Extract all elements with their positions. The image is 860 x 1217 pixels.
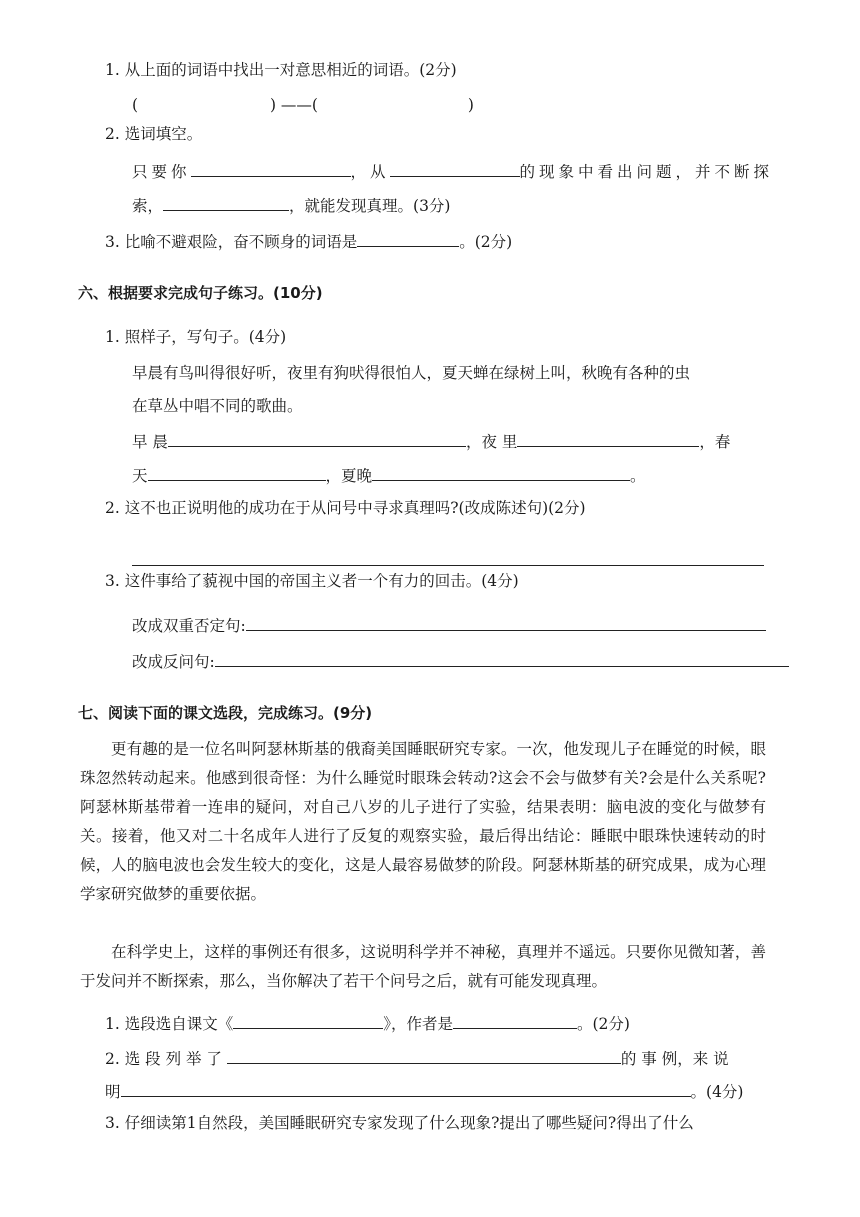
question-5-2: 2. 选词填空。 [105,125,203,143]
question-6-3: 3. 这件事给了藐视中国的帝国主义者一个有力的回击。(4分) [105,572,519,590]
question-7-2-cont [105,1078,743,1103]
text: 3. 比喻不避艰险，奋不顾身的词语是 [105,233,358,251]
text: 2. 选 段 列 举 了 [105,1050,222,1068]
fill-line-6-3a [132,612,766,637]
question-5-1: 1. 从上面的词语中找出一对意思相近的词语。(2分) [105,61,457,79]
answer-pair-line [132,94,474,116]
text: 的 事 例，来 说 [620,1050,729,1068]
paren-dash: ) ——( [269,96,318,114]
question-7-1 [105,1010,630,1035]
question-5-3 [105,228,512,253]
blank[interactable] [453,1010,577,1029]
text: ，从 [350,163,390,181]
question-7-3: 3. 仔细读第1自然段，美国睡眠研究专家发现了什么现象?提出了哪些疑问?得出了什么 [105,1114,694,1132]
text: ，夜 里 [465,433,518,451]
blank[interactable] [163,192,289,211]
paren-open: ( [132,96,139,114]
text: 的现象中看出问题，并不断探 [519,163,774,181]
text: 早 晨 [132,433,168,451]
answer-line-6-2[interactable] [132,565,764,566]
fill-line-6-3b [132,648,789,673]
blank[interactable] [246,612,766,631]
blank[interactable] [215,648,789,667]
paren-close: ) [467,96,474,114]
fill-line-6-1b [132,462,646,487]
text: 只要你 [132,163,191,181]
text: 天 [132,467,148,485]
example-sentence-line-2: 在草丛中唱不同的歌曲。 [132,397,303,415]
blank[interactable] [233,1010,383,1029]
blank[interactable] [148,462,326,481]
text: 改成反问句: [132,653,215,671]
fill-line-5-2a [132,158,773,183]
text: 1. 选段选自课文《 [105,1015,234,1033]
blank[interactable] [517,428,699,447]
text: ，夏晚 [325,467,373,485]
blank[interactable] [191,158,351,177]
example-sentence-line-1: 早晨有鸟叫得很好听，夜里有狗吠得很怕人，夏天蝉在绿树上叫，秋晚有各种的虫 [132,364,691,382]
blank[interactable] [357,228,459,247]
text: 。 [630,467,646,485]
text: 。(2分) [576,1015,630,1033]
text: 明 [105,1083,121,1101]
text: 改成双重否定句: [132,617,246,635]
text: 》，作者是 [383,1015,453,1033]
reading-passage-paragraph-1: 更有趣的是一位名叫阿瑟林斯基的俄裔美国睡眠研究专家。一次，他发现儿子在睡觉的时候，眼珠忽然转动起来。他感到很奇怪：为什么睡觉时眼珠会转动?这会不会与做梦有关?会是什么关系呢?阿瑟林斯基带着一连串的疑问，对自己八岁的儿子进行了实验，结果表明：脑电波的变化与做梦有关。接着，他又对二十名成年人进行了反复的观察实验，最后得出结论：睡眠中眼珠快速转动的时候，人的脑电波也会发生较大的变化，这是人最容易做梦的阶段。阿瑟林斯基的研究成果，成为心理学家研究做梦的重要依据。 [80,740,766,903]
text: 。(2分) [459,233,513,251]
fill-line-6-1a [132,428,730,453]
text: ，春 [699,433,731,451]
section-heading-6: 六、根据要求完成句子练习。(10分) [78,284,323,302]
text: ，就能发现真理。(3分) [289,197,451,215]
blank[interactable] [168,428,466,447]
blank[interactable] [121,1078,691,1097]
text: 索， [132,197,164,215]
question-7-2 [105,1045,729,1070]
section-heading-7: 七、阅读下面的课文选段，完成练习。(9分) [78,704,373,722]
question-6-2: 2. 这不也正说明他的成功在于从问号中寻求真理吗?(改成陈述句)(2分) [105,499,586,517]
question-6-1: 1. 照样子，写句子。(4分) [105,328,287,346]
blank[interactable] [227,1045,621,1064]
text: 。(4分) [690,1083,744,1101]
reading-passage-paragraph-2: 在科学史上，这样的事例还有很多，这说明科学并不神秘，真理并不遥远。只要你见微知著，善于发问并不断探索，那么，当你解决了若干个问号之后，就有可能发现真理。 [80,943,766,990]
blank[interactable] [372,462,630,481]
blank[interactable] [390,158,520,177]
fill-line-5-2b [132,192,450,217]
